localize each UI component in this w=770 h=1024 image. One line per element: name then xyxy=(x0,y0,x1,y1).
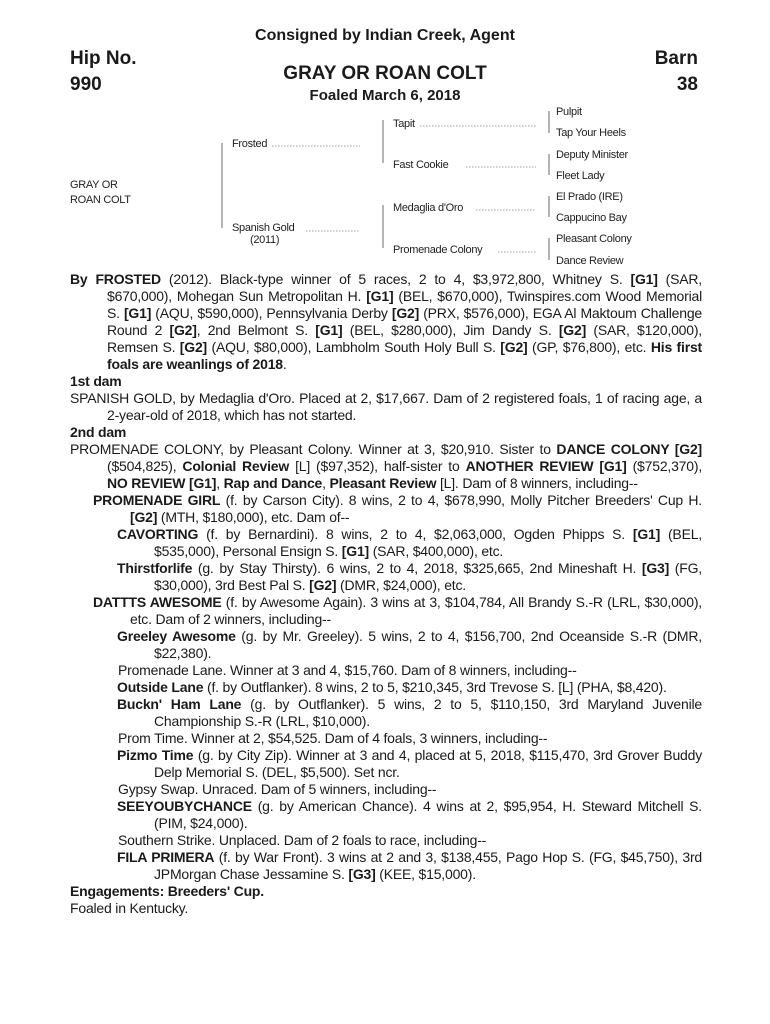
horse-name: Thirstforlife xyxy=(117,560,193,576)
dam-text: [L]. Dam of 8 winners, including-- xyxy=(436,475,638,491)
pedigree-subject-line2: ROAN COLT xyxy=(70,194,131,206)
entry-text: (FG, $30,000), 3rd Best Pal S. xyxy=(154,560,703,593)
produce-entry xyxy=(70,492,702,526)
entry-text: (g. by Outflanker). 5 wins, 2 to 5, $110,150, 3rd Maryland Juvenile Championship S.-R (LRL, $10,000). xyxy=(154,696,702,729)
pedigree-ssd: Tap Your Heels xyxy=(556,127,626,139)
entry-text: (MTH, $180,000), etc. Dam of-- xyxy=(157,509,350,525)
entry-text: (f. by Carson City). 8 wins, 2 to 4, $678,990, Molly Pitcher Breeders' Cup H. xyxy=(220,492,702,508)
grade-badge: [G2] xyxy=(179,339,207,355)
grade-badge: [G2] xyxy=(309,577,337,593)
pedigree-subject-line1: GRAY OR xyxy=(70,179,118,191)
first-dam-paragraph: SPANISH GOLD, by Medaglia d'Oro. Placed at 2, $17,667. Dam of 2 registered foals, 1 of racing age, a 2-year-old of 2018, which has not started. xyxy=(70,390,702,423)
sibling-name: Colonial Review xyxy=(182,458,290,474)
grade-badge: [G1] xyxy=(632,526,661,542)
sire-text: (GP, $76,800), etc. xyxy=(527,339,651,355)
horse-name: SEEYOUBYCHANCE xyxy=(117,798,252,814)
consignor-line: Consigned by Indian Creek, Agent xyxy=(255,27,515,44)
grade-badge: [G1] xyxy=(315,322,343,338)
produce-entry xyxy=(70,560,702,594)
horse-name: Outside Lane xyxy=(117,679,204,695)
pedigree-sire-dam: Fast Cookie xyxy=(393,159,449,171)
produce-entry xyxy=(70,798,702,832)
sire-paragraph xyxy=(70,271,702,373)
second-dam-heading: 2nd dam xyxy=(70,424,127,440)
produce-entry: Gypsy Swap. Unraced. Dam of 5 winners, including-- xyxy=(118,781,437,797)
produce-entry: Prom Time. Winner at 2, $54,525. Dam of 4 foals, 3 winners, including-- xyxy=(118,730,548,746)
pedigree-dsd: Cappucino Bay xyxy=(556,212,627,224)
pedigree-sss: Pulpit xyxy=(556,106,582,118)
entry-text: (f. by War Front). 3 wins at 2 and 3, $138,455, Pago Hop S. (FG, $45,750), 3rd JPMorgan Chase Jessamine S. xyxy=(154,849,702,882)
entry-text: (f. by Awesome Again). 3 wins at 3, $104,784, All Brandy S.-R (LRL, $30,000), etc. Dam of 2 winners, including-- xyxy=(130,594,702,627)
catalog-body xyxy=(70,271,702,917)
grade-badge: [G1] xyxy=(630,271,658,287)
hip-number: 990 xyxy=(70,74,102,95)
produce-entry xyxy=(70,526,702,560)
produce-entry: Southern Strike. Unplaced. Dam of 2 foals to race, including-- xyxy=(118,832,487,848)
pedigree-subject xyxy=(70,179,131,206)
sibling-name: DANCE COLONY [G2] xyxy=(556,441,702,457)
grade-badge: [G2] xyxy=(391,305,420,321)
horse-name: Buckn' Ham Lane xyxy=(117,696,242,712)
first-foals-note: His first foals are weanlings of 2018 xyxy=(107,339,703,372)
entry-text: (g. by Mr. Greeley). 5 wins, 2 to 4, $156,700, 2nd Oceanside S.-R (DMR, $22,380). xyxy=(154,628,702,661)
entry-text: (g. by American Chance). 4 wins at 2, $95,954, H. Steward Mitchell S. (PIM, $24,000). xyxy=(154,798,702,831)
grade-badge: [G3] xyxy=(641,560,670,576)
produce-entry xyxy=(70,594,702,628)
pedigree-dam-sire: Medaglia d'Oro xyxy=(393,202,464,214)
produce-entry xyxy=(70,747,702,781)
entry-text: (f. by Bernardini). 8 wins, 2 to 4, $2,063,000, Ogden Phipps S. xyxy=(198,526,633,542)
sire-text: (AQU, $590,000), Pennsylvania Derby xyxy=(151,305,392,321)
produce-entry: Promenade Lane. Winner at 3 and 4, $15,760. Dam of 8 winners, including-- xyxy=(118,662,577,678)
foaled-date: Foaled March 6, 2018 xyxy=(309,87,461,104)
sire-name: By FROSTED xyxy=(70,271,161,287)
produce-entry xyxy=(70,696,702,730)
pedigree-sdd: Fleet Lady xyxy=(556,170,605,182)
entry-text: (BEL, $535,000), Personal Ensign S. xyxy=(154,526,702,559)
barn-label: Barn xyxy=(654,48,698,69)
grade-badge: [G2] xyxy=(169,322,197,338)
sibling-name: ANOTHER REVIEW [G1] xyxy=(465,458,627,474)
entry-text: (g. by City Zip). Winner at 3 and 4, placed at 5, 2018, $115,470, 3rd Grover Buddy Delp Memorial S. (DEL, $5,500). Set ncr. xyxy=(154,747,703,780)
dam-text: PROMENADE COLONY, by Pleasant Colony. Winner at 3, $20,910. Sister to xyxy=(70,441,557,457)
sire-text: , 2nd Belmont S. xyxy=(196,322,316,338)
sire-text: (SAR, $120,000), Remsen S. xyxy=(107,322,702,355)
entry-text: (SAR, $400,000), etc. xyxy=(369,543,504,559)
pedigree-sds: Deputy Minister xyxy=(556,149,628,161)
pedigree-dam-dam: Promenade Colony xyxy=(393,244,483,256)
entry-text: (KEE, $15,000). xyxy=(375,866,476,882)
first-dam-heading: 1st dam xyxy=(70,373,122,389)
horse-name: DATTTS AWESOME xyxy=(93,594,222,610)
page-title: GRAY OR ROAN COLT xyxy=(283,63,487,84)
produce-entry xyxy=(70,849,702,883)
second-dam-paragraph xyxy=(70,441,702,492)
pedigree-dam: Spanish Gold xyxy=(232,222,295,234)
horse-name: PROMENADE GIRL xyxy=(93,492,221,508)
horse-name: FILA PRIMERA xyxy=(117,849,215,865)
grade-badge: [G2] xyxy=(500,339,528,355)
horse-name: CAVORTING xyxy=(117,526,199,542)
sibling-name: Pleasant Review xyxy=(329,475,437,491)
entry-text: (f. by Outflanker). 8 wins, 2 to 5, $210,345, 3rd Trevose S. [L] (PHA, $8,420). xyxy=(203,679,667,695)
pedigree-dds: Pleasant Colony xyxy=(556,233,632,245)
sire-text: (AQU, $80,000), Lambholm South Holy Bull S. xyxy=(207,339,501,355)
horse-name: Greeley Awesome xyxy=(117,628,236,644)
barn-number: 38 xyxy=(676,74,698,95)
pedigree-sire: Frosted xyxy=(232,138,268,150)
grade-badge: [G1] xyxy=(341,543,369,559)
sire-text: (PRX, $576,000), EGA Al Maktoum Challenge Round 2 xyxy=(107,305,702,338)
sire-text: (2012). Black-type winner of 5 races, 2 to 4, $3,972,800, Whitney S. xyxy=(160,271,631,287)
sibling-name: Rap and Dance xyxy=(223,475,323,491)
foaled-in: Foaled in Kentucky. xyxy=(70,900,189,916)
entry-text: (DMR, $24,000), etc. xyxy=(336,577,466,593)
engagements: Engagements: Breeders' Cup. xyxy=(70,883,264,899)
pedigree-ddd: Dance Review xyxy=(556,255,624,267)
dam-text: ($752,370), xyxy=(626,458,703,474)
sire-text: (BEL, $670,000), Twinspires.com Wood Memorial S. xyxy=(107,288,702,321)
grade-badge: [G2] xyxy=(130,509,158,525)
pedigree-dam-year: (2011) xyxy=(250,234,280,246)
horse-name: Pizmo Time xyxy=(117,747,194,763)
produce-entry xyxy=(70,679,702,696)
pedigree-sire-sire: Tapit xyxy=(393,118,415,130)
sire-text: (SAR, $670,000), Mohegan Sun Metropolitan H. xyxy=(107,271,702,304)
hip-label: Hip No. xyxy=(70,48,137,69)
entry-text: (g. by Stay Thirsty). 6 wins, 2 to 4, 2018, $325,665, 2nd Mineshaft H. xyxy=(192,560,642,576)
sibling-name: NO REVIEW [G1] xyxy=(107,475,217,491)
dam-text: ($504,825), xyxy=(107,458,183,474)
dam-text: , xyxy=(322,475,330,491)
grade-badge: [G1] xyxy=(123,305,152,321)
dam-text: , xyxy=(216,475,224,491)
produce-entry xyxy=(70,628,702,662)
sire-text: (BEL, $280,000), Jim Dandy S. xyxy=(342,322,559,338)
pedigree-dss: El Prado (IRE) xyxy=(556,191,623,203)
grade-badge: [G3] xyxy=(348,866,376,882)
dam-text: [L] ($97,352), half-sister to xyxy=(289,458,466,474)
sire-text: . xyxy=(282,356,287,372)
grade-badge: [G1] xyxy=(366,288,394,304)
grade-badge: [G2] xyxy=(558,322,587,338)
